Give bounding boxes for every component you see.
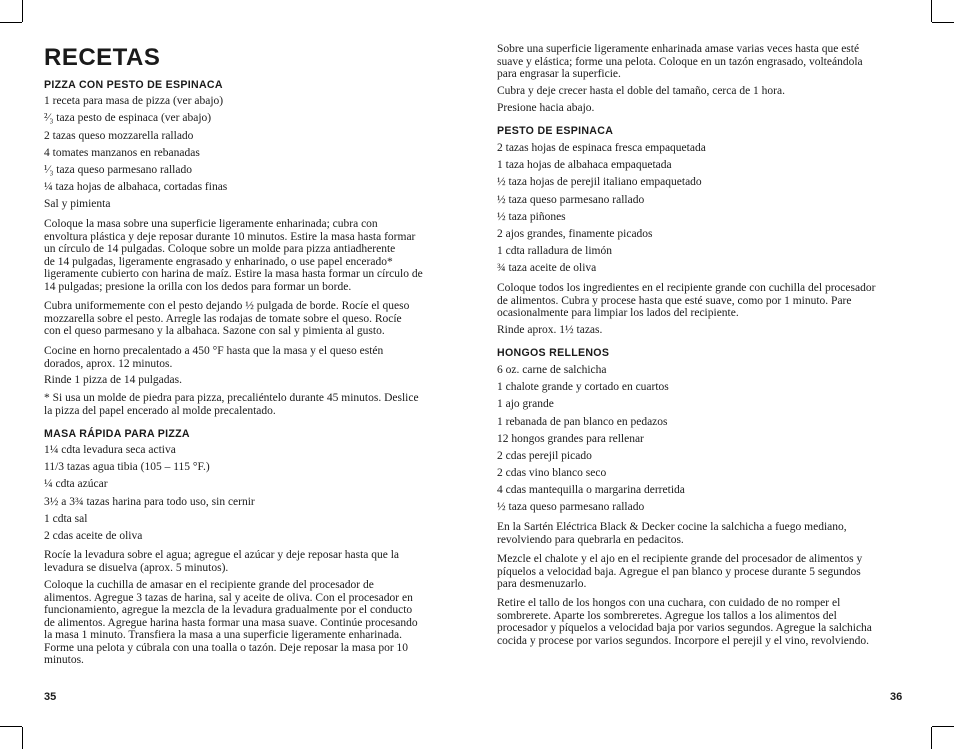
page-number-left: 35 — [44, 691, 57, 703]
ingredient-line: 4 cdas mantequilla o margarina derretida — [497, 484, 685, 496]
ingredient-line: 2 cdas vino blanco seco — [497, 467, 607, 479]
crop-mark — [932, 22, 954, 23]
ingredient-line: 1 rebanada de pan blanco en pedazos — [497, 416, 668, 428]
instruction-paragraph: Retire el tallo de los hongos con una cuchara, con cuidado de no romper el sombrerete. Aparte los sombreretes. Agregue los tallos a los alimentos del procesador y píquelos a velocidad baja por varios segundos. Agregue la salchicha cocida y procese por varios segundos. Incorpore el perejil y el vino, revolviendo. — [497, 597, 872, 647]
recipe-heading-pesto: PESTO DE ESPINACA — [497, 125, 614, 137]
ingredient-line: 1 ajo grande — [497, 398, 554, 410]
instruction-paragraph: Cubra y deje crecer hasta el doble del tamaño, cerca de 1 hora. — [497, 85, 785, 97]
ingredient-line: 12 hongos grandes para rellenar — [497, 433, 644, 445]
instruction-paragraph: Rinde aprox. 1½ tazas. — [497, 324, 603, 336]
ingredient-line: 2 ajos grandes, finamente picados — [497, 228, 653, 240]
instruction-paragraph: Presione hacia abajo. — [497, 102, 595, 114]
instruction-paragraph: * Si usa un molde de piedra para pizza, precaliéntelo durante 45 minutos. Deslice la pizza del papel encerado al molde precalentado. — [44, 392, 419, 417]
ingredient-line: 1 taza hojas de albahaca empaquetada — [497, 159, 672, 171]
crop-mark — [22, 727, 23, 749]
ingredient-line: 1 receta para masa de pizza (ver abajo) — [44, 95, 224, 107]
instruction-paragraph: Coloque todos los ingredientes en el recipiente grande con cuchilla del procesador de alimentos. Cubra y procese hasta que esté suave, como por 1 minuto. Pare ocasionalmente para limpiar los lados del recipiente. — [497, 282, 876, 319]
ingredient-line: 1 chalote grande y cortado en cuartos — [497, 381, 669, 393]
ingredient-line: ¾ taza aceite de oliva — [497, 262, 597, 274]
page-title: RECETAS — [44, 44, 161, 71]
recipe-heading-masa: MASA RÁPIDA PARA PIZZA — [44, 428, 190, 440]
ingredient-line: 6 oz. carne de salchicha — [497, 364, 607, 376]
instruction-paragraph: Rocíe la levadura sobre el agua; agregue el azúcar y deje reposar hasta que la levadura se disuelva (aprox. 5 minutos). — [44, 549, 400, 574]
instruction-paragraph: Mezcle el chalote y el ajo en el recipiente grande del procesador de alimentos y píquelos a velocidad baja. Agregue el pan blanco y procese durante 5 segundos para desmenuzarlo. — [497, 553, 863, 590]
crop-mark — [22, 0, 23, 22]
ingredient-line: ¼ cdta azúcar — [44, 478, 108, 490]
instruction-paragraph: Cocine en horno precalentado a 450 °F hasta que la masa y el queso estén dorados, aprox. 12 minutos. — [44, 345, 384, 370]
crop-mark — [0, 726, 22, 727]
ingredient-line: 3½ a 3¾ tazas harina para todo uso, sin cernir — [44, 496, 255, 508]
ingredient-line: 1¼ cdta levadura seca activa — [44, 444, 176, 456]
crop-mark — [931, 0, 932, 22]
instruction-paragraph: Rinde 1 pizza de 14 pulgadas. — [44, 374, 182, 386]
instruction-paragraph: Sobre una superficie ligeramente enharinada amase varias veces hasta que esté suave y elástica; forme una pelota. Coloque en un tazón engrasado, volteándola para engrasar la superficie. — [497, 43, 863, 80]
crop-mark — [931, 727, 932, 749]
ingredient-line: ½ taza piñones — [497, 211, 566, 223]
ingredient-line: ½ taza hojas de perejil italiano empaquetado — [497, 176, 702, 188]
ingredient-line: ½ taza queso parmesano rallado — [497, 501, 645, 513]
ingredient-line: 2 cdas perejil picado — [497, 450, 592, 462]
instruction-paragraph: En la Sartén Eléctrica Black & Decker cocine la salchicha a fuego mediano, revolviendo para quebrarla en pedacitos. — [497, 521, 847, 546]
recipe-heading-pizza: PIZZA CON PESTO DE ESPINACA — [44, 79, 223, 91]
instruction-paragraph: Coloque la masa sobre una superficie ligeramente enharinada; cubra con envoltura plástica y deje reposar durante 10 minutos. Estire la masa hasta formar un círculo de 14 pulgadas. Coloque sobre un molde para pizza antiadherente de 14 pulgadas, ligeramente engrasado y enharinado, o use papel encerado* ligeramente cubierto con harina de maíz. Estire la masa hasta formar un círculo de 14 pulgadas; presione la orilla con los dedos para formar un borde. — [44, 218, 423, 293]
ingredient-line: Sal y pimienta — [44, 198, 111, 210]
ingredient-line: ¼ taza hojas de albahaca, cortadas finas — [44, 181, 228, 193]
instruction-paragraph: Coloque la cuchilla de amasar en el recipiente grande del procesador de alimentos. Agregue 3 tazas de harina, sal y aceite de oliva. Con el procesador en funcionamiento, agregue la mezcla de la levadura gradualmente por el conducto de alimentos. Agregue harina hasta formar una masa suave. Continúe procesando la masa 1 minuto. Transfiera la masa a una superficie ligeramente enharinada. Forme una pelota y cúbrala con una toalla o tazón. Deje reposar la masa por 10 minutos. — [44, 579, 418, 666]
ingredient-line: 11/3 tazas agua tibia (105 – 115 °F.) — [44, 461, 210, 473]
crop-mark — [932, 726, 954, 727]
ingredient-line: 2 tazas queso mozzarella rallado — [44, 130, 194, 142]
ingredient-line: ½ taza queso parmesano rallado — [497, 194, 645, 206]
ingredient-line: ²⁄₃ taza pesto de espinaca (ver abajo) — [44, 112, 212, 124]
ingredient-line: 4 tomates manzanos en rebanadas — [44, 147, 200, 159]
ingredient-line: 2 tazas hojas de espinaca fresca empaquetada — [497, 142, 706, 154]
crop-mark — [0, 22, 22, 23]
ingredient-line: 1 cdta ralladura de limón — [497, 245, 612, 257]
ingredient-line: ¹⁄₃ taza queso parmesano rallado — [44, 164, 192, 176]
recipe-heading-hongos: HONGOS RELLENOS — [497, 347, 610, 359]
ingredient-line: 2 cdas aceite de oliva — [44, 530, 143, 542]
ingredient-line: 1 cdta sal — [44, 513, 88, 525]
page-number-right: 36 — [890, 691, 903, 703]
instruction-paragraph: Cubra uniformemente con el pesto dejando ½ pulgada de borde. Rocíe el queso mozzarella sobre el pesto. Arregle las rodajas de tomate sobre el queso. Rocíe con el queso parmesano y la albahaca. Sazone con sal y pimienta al gusto. — [44, 300, 410, 337]
